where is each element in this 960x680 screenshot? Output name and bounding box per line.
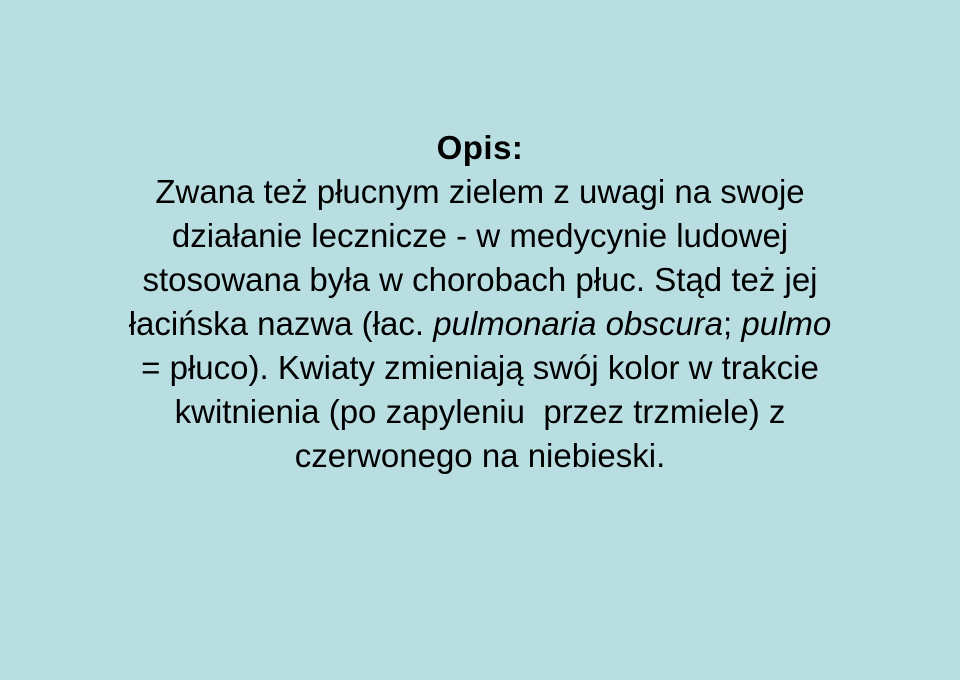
body-text: kwitnienia (po zapyleniu przez trzmiele) z xyxy=(174,393,786,430)
body-text: stosowana była w chorobach płuc. Stąd też jej xyxy=(142,261,818,298)
body-text: Zwana też płucnym zielem z uwagi na swoje xyxy=(155,173,805,210)
body-line xyxy=(0,170,960,214)
body-text: ; xyxy=(723,305,742,342)
body-text: czerwonego na niebieski. xyxy=(294,437,666,474)
body-line xyxy=(0,434,960,478)
body-text: = płuco). Kwiaty zmieniają swój kolor w trakcie xyxy=(141,349,819,386)
body-line xyxy=(0,390,960,434)
body-line xyxy=(0,346,960,390)
body-line xyxy=(0,258,960,302)
slide-title: Opis: xyxy=(436,129,524,166)
body-line xyxy=(0,214,960,258)
body-text: działanie lecznicze - w medycynie ludowej xyxy=(171,217,789,254)
latin-name-text: pulmonaria obscura xyxy=(433,305,724,342)
latin-name-text: pulmo xyxy=(741,305,832,342)
body-line xyxy=(0,302,960,346)
body-text: łacińska nazwa (łac. xyxy=(128,305,434,342)
slide-body xyxy=(0,170,960,478)
